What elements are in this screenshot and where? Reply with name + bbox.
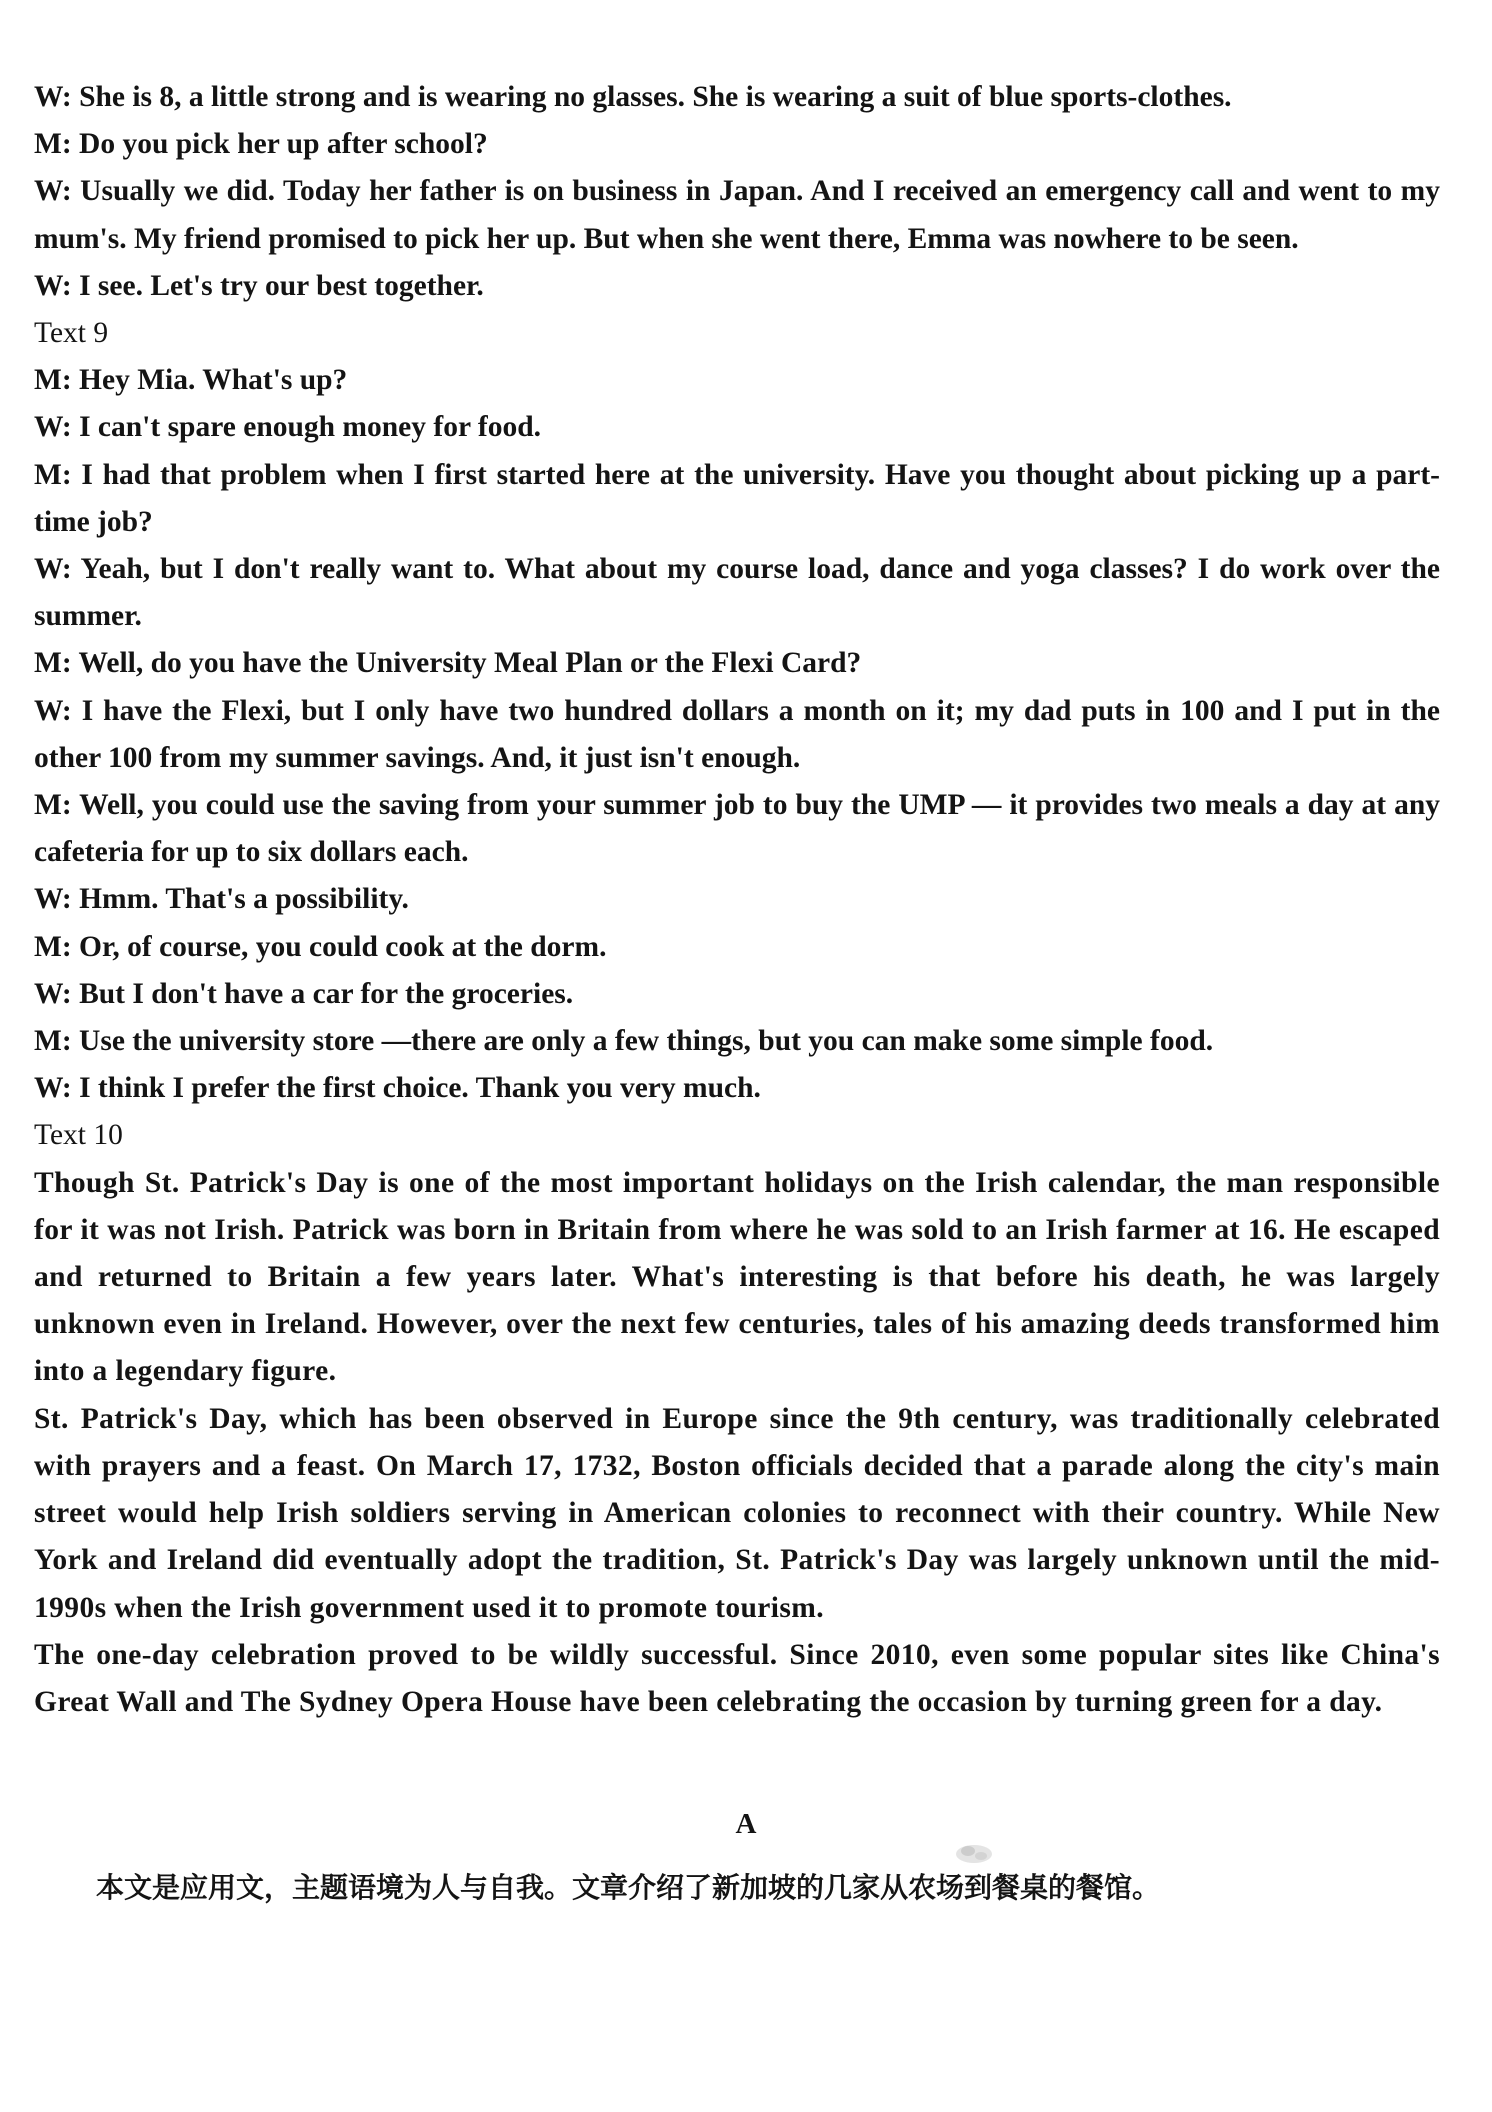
dialogue-line: W: I can't spare enough money for food. [34, 411, 541, 444]
dialogue-line: W: I think I prefer the first choice. Thank you very much. [34, 1072, 761, 1105]
text-9-heading: Text 9 [34, 317, 109, 350]
dialogue-line: W: But I don't have a car for the groceries. [34, 977, 574, 1010]
dialogue-line: W: Hmm. That's a possibility. [34, 883, 409, 916]
passage-paragraph: The one-day celebration proved to be wildly successful. Since 2010, even some popular sites like China's Great Wall and The Sydney Opera House have been celebrating the occasion by turning green for a day. [34, 1638, 1440, 1718]
dialogue-line: W: Yeah, but I don't really want to. What about my course load, dance and yoga classes? I do work over the summer. [34, 553, 1440, 633]
dialogue-line: W: She is 8, a little strong and is wearing no glasses. She is wearing a suit of blue sports-clothes. [34, 81, 1232, 113]
dialogue-line: M: Hey Mia. What's up? [34, 364, 348, 397]
dialogue-line: M: I had that problem when I first started here at the university. Have you thought about picking up a part-time job? [34, 458, 1440, 538]
text-10-heading: Text 10 [34, 1119, 123, 1152]
chinese-summary-note: 本文是应用文，主题语境为人与自我。文章介绍了新加坡的几家从农场到餐桌的餐馆。 [96, 1871, 1161, 1904]
scan-smudge-icon [952, 1840, 996, 1866]
dialogue-line: M: Or, of course, you could cook at the dorm. [34, 930, 607, 963]
passage-paragraph: Though St. Patrick's Day is one of the most important holidays on the Irish calendar, the man responsible for it was not Irish. Patrick was born in Britain from where he was sold to an Irish farmer at 16. He escaped and returned to Britain a few years later. What's interesting is that before his death, he was largely unknown even in Ireland. However, over the next few centuries, tales of his amazing deeds transformed him into a legendary figure. [34, 1166, 1440, 1388]
dialogue-line: W: Usually we did. Today her father is on business in Japan. And I received an emergency call and went to my mum's. My friend promised to pick her up. But when she went there, Emma was nowhere to be seen. [34, 175, 1440, 255]
dialogue-line: W: I have the Flexi, but I only have two hundred dollars a month on it; my dad puts in 100 and I put in the other 100 from my summer savings. And, it just isn't enough. [34, 694, 1440, 774]
transcript-body [34, 74, 1440, 1726]
dialogue-line: W: I see. Let's try our best together. [34, 269, 484, 302]
dialogue-line: M: Well, you could use the saving from your summer job to buy the UMP — it provides two meals a day at any cafeteria for up to six dollars each. [34, 789, 1440, 869]
dialogue-line: M: Use the university store —there are only a few things, but you can make some simple food. [34, 1025, 1214, 1058]
dialogue-line: M: Well, do you have the University Meal Plan or the Flexi Card? [34, 647, 862, 680]
passage-paragraph: St. Patrick's Day, which has been observed in Europe since the 9th century, was traditionally celebrated with prayers and a feast. On March 17, 1732, Boston officials decided that a parade along the city's main street would help Irish soldiers serving in American colonies to reconnect with their country. While New York and Ireland did eventually adopt the tradition, St. Patrick's Day was largely unknown until the mid-1990s when the Irish government used it to promote tourism. [34, 1402, 1440, 1624]
dialogue-line: M: Do you pick her up after school? [34, 128, 488, 161]
section-letter: A [735, 1808, 757, 1840]
